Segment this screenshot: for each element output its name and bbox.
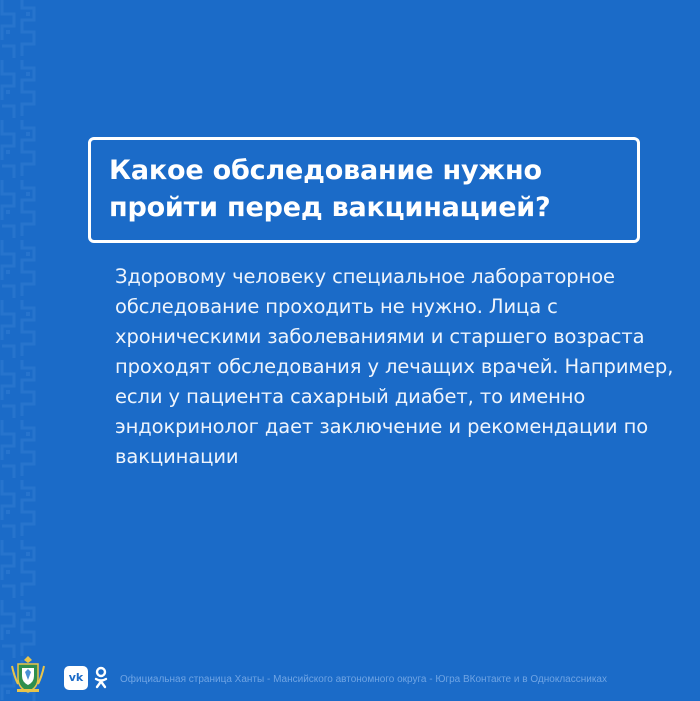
footer — [0, 650, 700, 701]
coat-of-arms-icon — [8, 654, 48, 694]
footer-caption: Официальная страница Ханты - Мансийского автономного округа - Югра ВКонтакте и в Одноклассниках — [120, 674, 607, 685]
odnoklassniki-icon[interactable] — [94, 666, 108, 690]
vk-icon[interactable]: vk — [64, 666, 88, 690]
question-title: Какое обследование нужно пройти перед вакцинацией? — [109, 155, 551, 223]
question-frame — [88, 137, 640, 243]
answer-paragraph: Здоровому человеку специальное лабораторное обследование проходить не нужно. Лица с хроническими заболеваниями и старшего возраста проходят обследования у лечащих врачей. Например, если у пациента сахарный диабет, то именно эндокринолог дает заключение и рекомендации по вакцинации — [115, 265, 674, 468]
ornament-pattern — [0, 0, 40, 701]
